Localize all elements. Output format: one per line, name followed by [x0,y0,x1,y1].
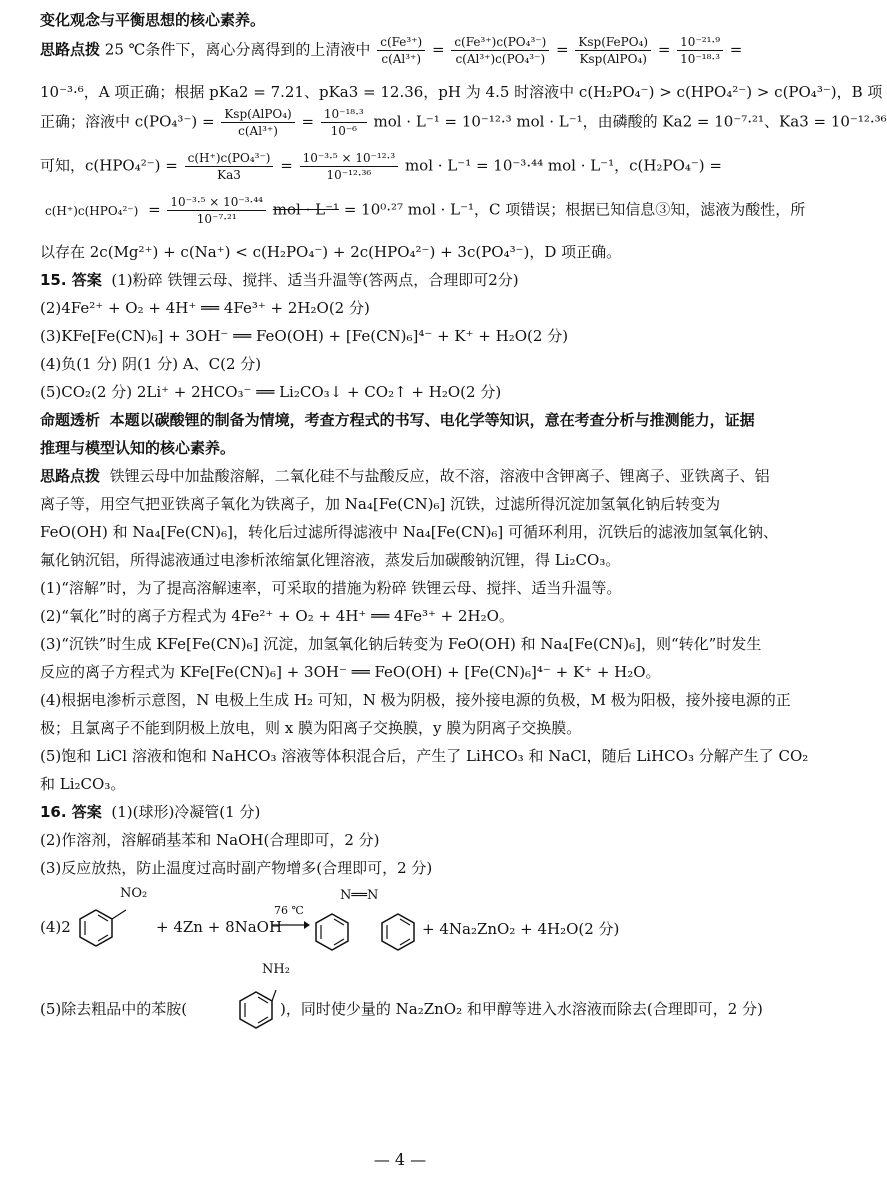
numerator: c(H⁺)c(PO₄³⁻) [185,150,274,167]
azobenzene-ring-right [378,910,418,954]
text: 极；且氯离子不能到阴极上放电，则 x 膜为阳离子交换膜，y 膜为阴离子交换膜。 [40,719,582,737]
text: (1)粉碎 铁锂云母、搅拌、适当升温等(答两点，合理即可2分) [111,271,519,289]
nitro-group-label: NO₂ [120,886,148,901]
text-line [40,406,768,434]
azobenzene-ring-left [312,910,352,954]
denominator: c(Al³⁺) [238,124,278,138]
text-line [40,574,768,602]
text: + 4Na₂ZnO₂ + 4H₂O(2 分) [422,920,620,938]
text: 以存在 2c(Mg²⁺) + c(Na⁺) < c(H₂PO₄⁻) + 2c(HPO₄²⁻) + 3c(PO₄³⁻)，D 项正确。 [40,243,622,261]
numerator: Ksp(FePO₄) [575,34,651,51]
nitrobenzene-ring [76,906,116,950]
text: 变化观念与平衡思想的核心素养。 [40,11,266,29]
text: (2)作溶剂，溶解硝基苯和 NaOH(合理即可，2 分) [40,831,380,849]
text: (4)负(1 分) 阴(1 分) A、C(2 分) [40,355,262,373]
text-line [40,714,768,742]
numerator: 10⁻²¹·⁹ [677,34,723,51]
numerator: c(Fe³⁺)c(PO₄³⁻) [451,34,549,51]
text-line [40,658,768,686]
denominator: 10⁻⁷·²¹ [196,212,237,226]
text: 和 Li₂CO₃。 [40,775,126,793]
text: (3)反应放热，防止温度过高时副产物增多(合理即可，2 分) [40,859,433,877]
text-line [40,78,883,106]
text: 铁锂云母中加盐酸溶解，二氧化硅不与盐酸反应，故不溶，溶液中含钾离子、锂离子、亚铁离子、铝 [109,467,770,485]
answer-line [40,962,768,1034]
text-line [40,518,779,546]
text: (3)KFe[Fe(CN)₆] + 3OH⁻ ══ FeO(OH) + [Fe(CN)₆]⁴⁻ + K⁺ + H₂O(2 分) [40,327,569,345]
text: = 10⁰·²⁷ mol · L⁻¹，C 项错误；根据已知信息③知，滤液为酸性，所 [343,200,806,219]
text: (3)“沉铁”时生成 KFe[Fe(CN)₆] 沉淀，加氢氧化钠后转变为 FeO(OH) 和 Na₄[Fe(CN)₆]，则“转化”时发生 [40,635,762,653]
fraction [321,106,367,139]
answer-line [40,266,768,294]
fraction [42,203,141,219]
fraction [185,150,274,183]
text: (5)除去粗品中的苯胺( [40,1000,188,1018]
answer-line [40,322,768,350]
text: (2)4Fe²⁺ + O₂ + 4H⁺ ══ 4Fe³⁺ + 2H₂O(2 分) [40,299,370,317]
fraction [575,34,651,67]
formula-line: 思路点拨 25 ℃条件下，离心分离得到的上清液中 $\frac{\text{c(Fe³⁺)}}{\text{c(Al³⁺)}}$ = $\frac{\text{c(Fe³⁺)c(PO₄³⁻)}}{\text{c(Al³⁺)c(PO₄³⁻)}}$ = $\frac{\text{Ksp(FePO₄)}}{\text{Ksp(AlPO₄)}}$ = $\frac{\text{10⁻²¹·⁹}}{\text{10⁻¹⁸·³}}$ = [40,35,743,66]
text: (4)根据电渗析示意图，N 电极上生成 H₂ 可知，N 极为阴极，接外接电源的负极，M 极为阳极，接外接电源的正 [40,691,791,709]
struck-text: mol · L⁻¹ [272,200,340,219]
text: (5)饱和 LiCl 溶液和饱和 NaHCO₃ 溶液等体积混合后，产生了 LiHCO₃ 和 NaCl，随后 LiHCO₃ 分解产生了 CO₂ [40,747,809,765]
document-page [40,6,887,1034]
formula-line: c(H⁺)c(HPO₄²⁻) = $\frac{\text{10⁻³·⁵ × 10⁻³·⁴⁴}}{\text{10⁻⁷·²¹}}$ mol · L⁻¹ = 10⁰·²⁷ mol · L⁻¹，C 项错误；根据已知信息③知，滤液为酸性，所 [40,194,768,238]
question-label: 16. 答案 [40,803,102,821]
formula-line: 正确；溶液中 c(PO₄³⁻) = $\frac{\text{Ksp(AlPO₄)}}{\text{c(Al³⁺)}}$ = $\frac{\text{10⁻¹⁸·³}}{\text{10⁻⁶}}$ mol · L⁻¹ = 10⁻¹²·³ mol · L⁻¹，由磷酸的 Ka2 = 10⁻⁷·²¹、Ka3 = 10⁻¹²·³⁶ [40,107,887,138]
numerator: 10⁻¹⁸·³ [321,106,367,123]
fraction [377,34,425,67]
text: 推理与模型认知的核心素养。 [40,439,236,457]
numerator: c(Fe³⁺) [377,34,425,51]
text-line [40,602,768,630]
section-label: 命题透析 [40,411,101,429]
azo-group-label: N══N [340,888,379,903]
text-line [40,770,768,798]
text-line [40,462,768,490]
page-number: — 4 — [373,1150,427,1169]
fraction [300,150,399,183]
answer-line [40,378,768,406]
numerator: 10⁻³·⁵ × 10⁻¹²·³ [300,150,399,167]
text: + 4Zn + 8NaOH [156,918,283,936]
answer-line [40,826,768,854]
numerator: Ksp(AlPO₄) [221,106,294,123]
formula-line: 可知，c(HPO₄²⁻) = $\frac{\text{c(H⁺)c(PO₄³⁻)}}{Ka3}$ = $\frac{\text{10⁻³·⁵ × 10⁻¹²·³}}{\text{10⁻¹²·³⁶}}$ mol · L⁻¹ = 10⁻³·⁴⁴ mol · L⁻¹，c(H₂PO₄⁻) = [40,151,722,182]
text: 可知，c(HPO₄²⁻) = [40,156,178,175]
text: 本题以碳酸锂的制备为情境，考查方程式的书写、电化学等知识，意在考查分析与推测能力，证据 [109,411,755,429]
text-line [40,490,768,518]
question-label: 15. 答案 [40,271,102,289]
text-line [40,238,768,266]
denominator: c(Al³⁺) [381,52,422,66]
text: 25 ℃条件下，离心分离得到的上清液中 [104,40,371,59]
fraction [221,106,294,139]
amino-group-label: NH₂ [262,962,290,977]
reaction-arrow-icon [270,920,310,930]
text: (5)CO₂(2 分) 2Li⁺ + 2HCO₃⁻ ══ Li₂CO₃↓ + CO₂↑ + H₂O(2 分) [40,383,502,401]
text-line [40,6,768,34]
text: FeO(OH) 和 Na₄[Fe(CN)₆]，转化后过滤所得滤液中 Na₄[Fe(CN)₆] 可循环利用，沉铁后的滤液加氢氧化钠、 [40,523,779,541]
fraction [677,34,723,67]
text: 氟化钠沉铝，所得滤液通过电渗析浓缩氯化锂溶液，蒸发后加碳酸钠沉锂，得 Li₂CO₃。 [40,551,621,569]
text: 正确；溶液中 c(PO₄³⁻) = [40,112,215,131]
fraction [451,34,549,67]
text: 反应的离子方程式为 KFe[Fe(CN)₆] + 3OH⁻ ══ FeO(OH) + [Fe(CN)₆]⁴⁻ + K⁺ + H₂O。 [40,663,661,681]
denominator: Ka3 [217,168,241,182]
denominator: 10⁻⁶ [330,124,357,138]
numerator: 10⁻³·⁵ × 10⁻³·⁴⁴ [167,194,266,211]
text-line [40,742,809,770]
text-line [40,630,768,658]
text: (1)(球形)冷凝管(1 分) [111,803,261,821]
text: mol · L⁻¹ = 10⁻¹²·³ mol · L⁻¹，由磷酸的 Ka2 = 10⁻⁷·²¹、Ka3 = 10⁻¹²·³⁶ [373,112,887,131]
section-label: 思路点拨 [40,40,101,59]
aniline-ring [236,988,276,1032]
text: mol · L⁻¹ = 10⁻³·⁴⁴ mol · L⁻¹，c(H₂PO₄⁻) = [404,156,722,175]
numerator: c(H⁺)c(HPO₄²⁻) [45,203,139,218]
answer-line [40,294,768,322]
denominator: c(Al³⁺)c(PO₄³⁻) [455,52,546,66]
text-line [40,546,768,574]
denominator: 10⁻¹²·³⁶ [326,168,372,182]
section-label: 思路点拨 [40,467,101,485]
reaction-condition: 76 ℃ [274,904,304,917]
denominator: Ksp(AlPO₄) [579,52,647,66]
fraction [167,194,266,227]
text: (4)2 [40,918,71,936]
answer-line [40,854,768,882]
text: )，同时使少量的 Na₂ZnO₂ 和甲醇等进入水溶液而除去(合理即可，2 分) [280,1000,763,1018]
reaction-equation [40,882,768,962]
denominator: 10⁻¹⁸·³ [680,52,721,66]
answer-line [40,798,768,826]
text: (1)“溶解”时，为了提高溶解速率，可采取的措施为粉碎 铁锂云母、搅拌、适当升温等。 [40,579,622,597]
text-line [40,434,768,462]
answer-line [40,350,768,378]
text: 10⁻³·⁶，A 项正确；根据 pKa2 = 7.21、pKa3 = 12.36，pH 为 4.5 时溶液中 c(H₂PO₄⁻) > c(HPO₄²⁻) > c(PO₄³⁻)，B 项 [40,83,883,101]
text: (2)“氧化”时的离子方程式为 4Fe²⁺ + O₂ + 4H⁺ ══ 4Fe³⁺ + 2H₂O。 [40,607,514,625]
text-line [40,686,791,714]
text: 离子等，用空气把亚铁离子氧化为铁离子，加 Na₄[Fe(CN)₆] 沉铁，过滤所得沉淀加氢氧化钠后转变为 [40,495,721,513]
